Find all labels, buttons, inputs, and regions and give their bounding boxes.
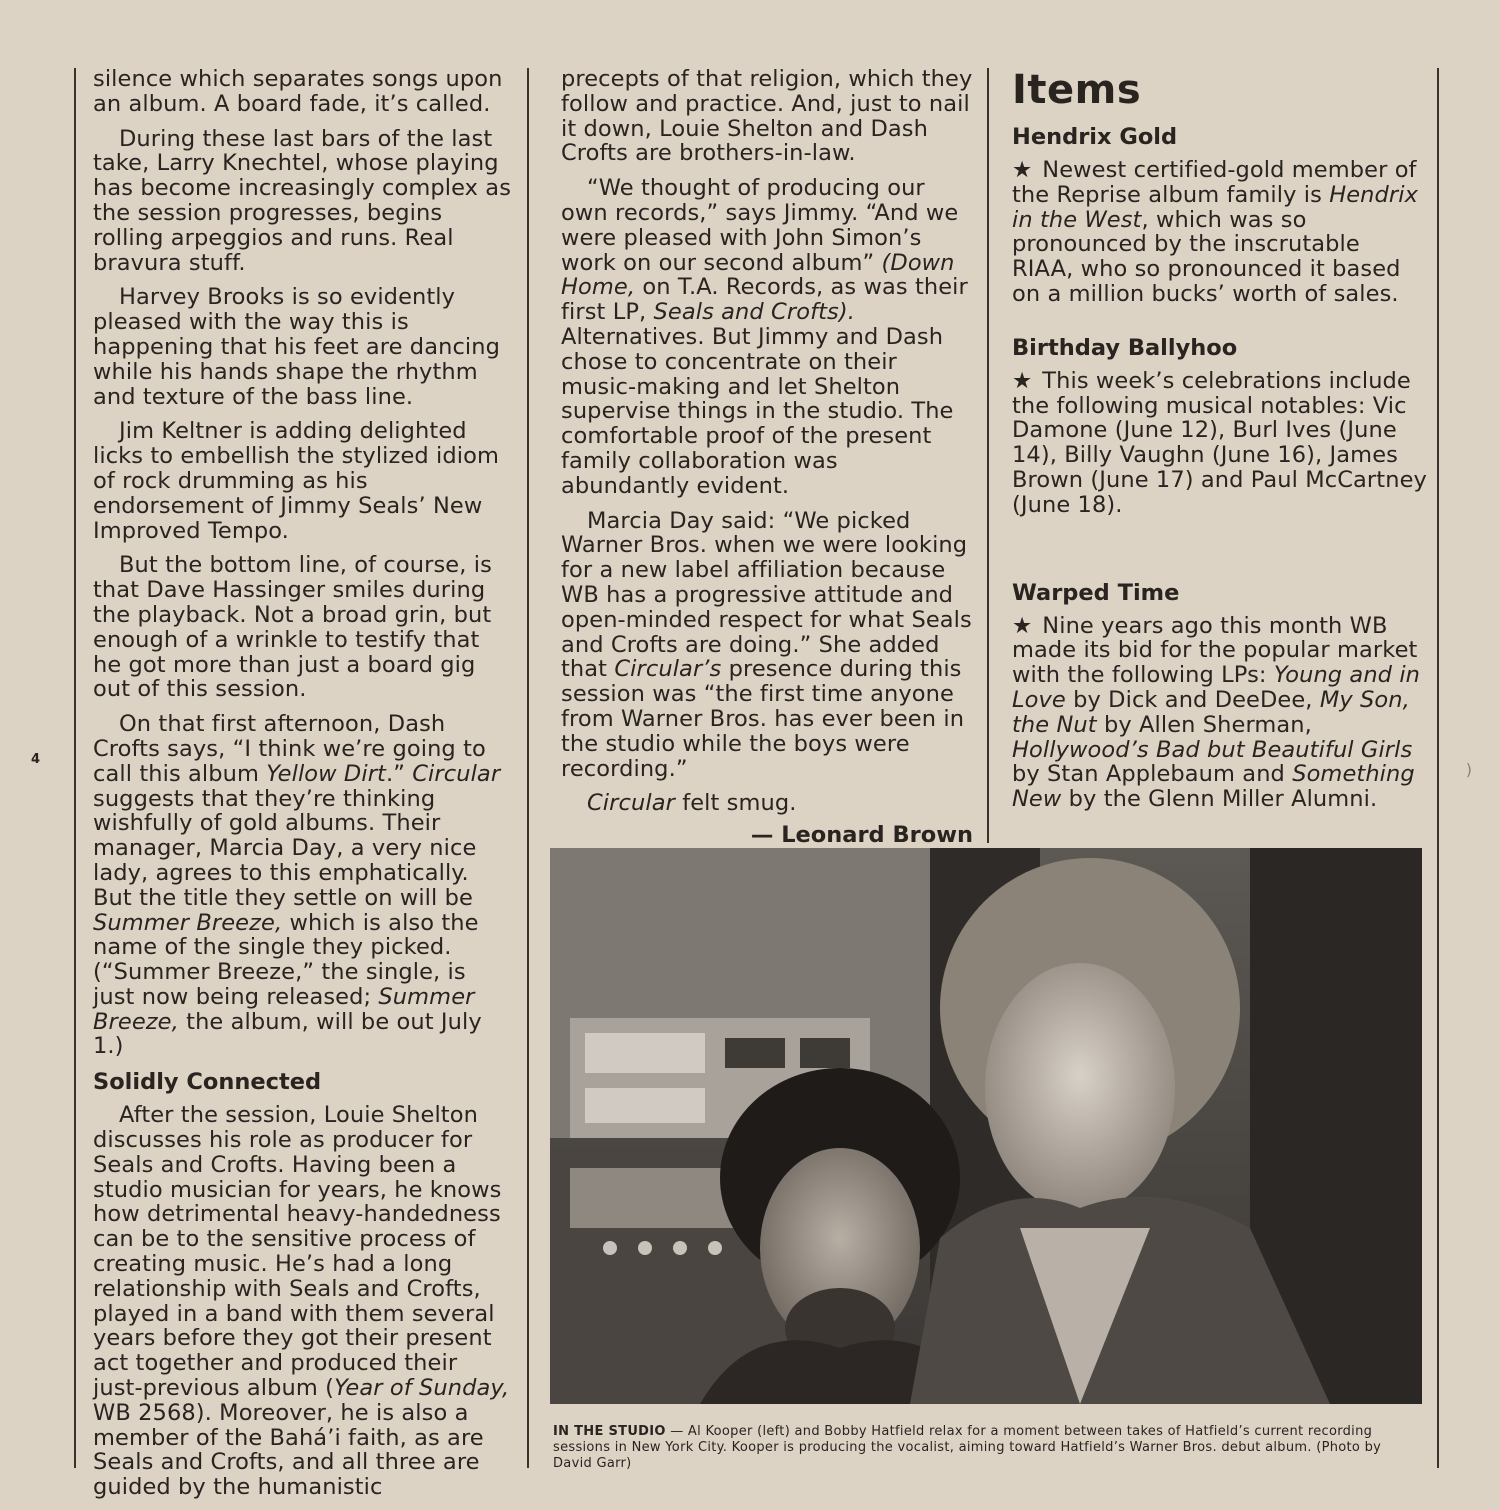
item-birthday-text: ★ This week’s celebrations include the following musical notables: Vic Damone (June 12), Burl Ives (June 14), Billy Vaughn (June 16), James Brown (June 17) and Paul McCartney (June 18). xyxy=(1012,367,1427,518)
article-column-2 xyxy=(561,67,973,848)
star-icon: ★ xyxy=(1012,367,1033,394)
photo-caption: IN THE STUDIO — Al Kooper (left) and Bobby Hatfield relax for a moment between takes of Hatfield’s current recording sessions in New York City. Kooper is producing the vocalist, aiming toward Hatfield’s Warner Bros. debut album. (Photo by David Garr) xyxy=(553,1424,1382,1471)
paragraph: “We thought of producing our own records,” says Jimmy. “And we were pleased with John Simon’s work on our second album” (Down Home, on T.A. Records, as was their first LP, Seals and Crofts). Alternatives. But Jimmy and Dash chose to concentrate on their music-making and let Shelton supervise things in the studio. The comfortable proof of the present family collaboration was abundantly evident. xyxy=(561,175,968,499)
item-heading-birthday: Birthday Ballyhoo xyxy=(1012,334,1238,361)
column-rule-right xyxy=(987,68,989,843)
paragraph: But the bottom line, of course, is that Dave Hassinger smiles during the playback. Not a broad grin, but enough of a wrinkle to testify that he got more than just a board gig out of this session. xyxy=(93,552,492,703)
paragraph: Circular felt smug. xyxy=(587,790,797,817)
margin-mark: ) xyxy=(1465,760,1472,779)
paragraph: On that first afternoon, Dash Crofts says, “I think we’re going to call this album Yellow Dirt.” Circular suggests that they’re thinking wishfully of gold albums. Their manager, Marcia Day, a very nice lady, agrees to this emphatically. But the title they settle on will be Summer Breeze, which is also the name of the single they picked. (“Summer Breeze,” the single, is just now being released; Summer Breeze, the album, will be out July 1.) xyxy=(93,711,501,1060)
item-heading-hendrix: Hendrix Gold xyxy=(1012,124,1178,150)
column-rule-far-right xyxy=(1437,68,1439,1468)
item-warped-text: ★ Nine years ago this month WB made its bid for the popular market with the following LPs: Young and in Love by Dick and DeeDee, My Son, the Nut by Allen Sherman, Hollywood’s Bad but Beautiful Girls by Stan Applebaum and Something New by the Glenn Miller Alumni. xyxy=(1012,612,1421,813)
subheading: Solidly Connected xyxy=(93,1069,322,1096)
paragraph: silence which separates songs upon an album. A board fade, it’s called. xyxy=(93,66,503,117)
byline: — Leonard Brown xyxy=(750,822,973,849)
items-title: Items xyxy=(1012,67,1142,113)
star-icon: ★ xyxy=(1012,612,1033,639)
star-icon: ★ xyxy=(1012,157,1033,183)
items-column xyxy=(1012,68,1428,822)
studio-photo xyxy=(550,848,1422,1404)
paragraph: Harvey Brooks is so evidently pleased with the way this is happening that his feet are dancing while his hands shape the rhythm and texture of the bass line. xyxy=(93,284,501,410)
paragraph: During these last bars of the last take, Larry Knechtel, whose playing has become increasingly complex as the session progresses, begins rolling arpeggios and runs. Real bravura stuff. xyxy=(93,125,512,276)
page-number: 4 xyxy=(31,752,41,767)
item-heading-warped: Warped Time xyxy=(1012,579,1180,606)
paragraph: precepts of that religion, which they follow and practice. And, just to nail it down, Louie Shelton and Dash Crofts are brothers-in-law. xyxy=(561,66,973,167)
column-rule-left xyxy=(74,68,76,1468)
paragraph: After the session, Louie Shelton discusses his role as producer for Seals and Crofts. Having been a studio musician for years, he knows how detrimental heavy-handedness can be to the sensitive process of creating music. He’s had a long relationship with Seals and Crofts, played in a band with them several years before they got their present act together and produced their just-previous album (Year of Sunday, WB 2568). Moreover, he is also a member of the Bahá’i faith, as are Seals and Crofts, and all three are guided by the humanistic xyxy=(93,1102,510,1501)
paragraph: Jim Keltner is adding delighted licks to embellish the stylized idiom of rock drumming as his endorsement of Jimmy Seals’ New Improved Tempo. xyxy=(93,418,499,544)
article-column-1 xyxy=(93,67,513,1510)
item-hendrix-text: ★ Newest certified-gold member of the Reprise album family is Hendrix in the West, which was so pronounced by the inscrutable RIAA, who so pronounced it based on a million bucks’ worth of sales. xyxy=(1012,157,1419,307)
paragraph: Marcia Day said: “We picked Warner Bros. when we were looking for a new label affiliation because WB has a progressive attitude and open-minded respect for what Seals and Crofts are doing.” She added that Circular’s presence during this session was “the first time anyone from Warner Bros. has ever been in the studio while the boys were recording.” xyxy=(561,507,972,782)
column-rule-mid xyxy=(527,68,529,1468)
